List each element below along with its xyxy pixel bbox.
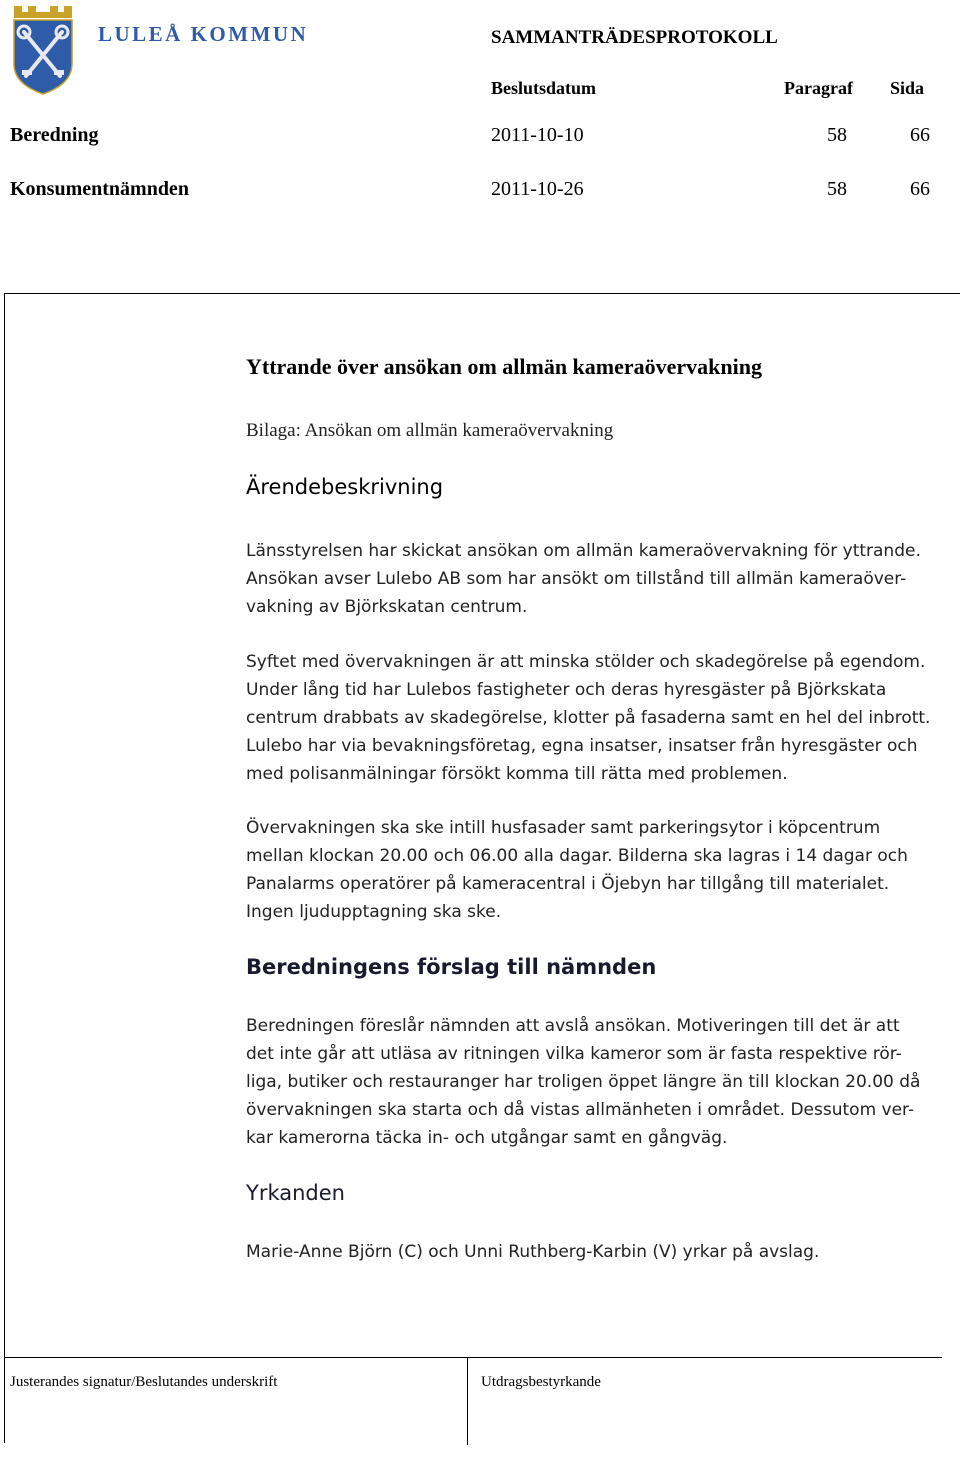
heading-proposal: Beredningens förslag till nämnden bbox=[246, 955, 657, 979]
heading-claims: Yrkanden bbox=[246, 1181, 345, 1205]
row-paragraph-beredning: 58 bbox=[827, 124, 847, 146]
paragraph-line: med polisanmälningar försökt komma till rätta med problemen. bbox=[246, 764, 788, 784]
row-label-konsumentnamnden: Konsumentnämnden bbox=[10, 178, 189, 200]
column-header-page: Sida bbox=[890, 78, 925, 98]
paragraph-line: Ingen ljudupptagning ska ske. bbox=[246, 902, 502, 922]
paragraph-3 bbox=[246, 814, 946, 926]
paragraph-5 bbox=[246, 1238, 946, 1266]
extract-certification-label: Utdragsbestyrkande bbox=[481, 1374, 601, 1390]
paragraph-1 bbox=[246, 537, 946, 621]
paragraph-line: Länsstyrelsen har skickat ansökan om allmän kameraövervakning för yttrande. bbox=[246, 541, 921, 561]
paragraph-line: Lulebo har via bevakningsföretag, egna insatser, insatser från hyresgäster och bbox=[246, 736, 918, 756]
paragraph-line: övervakningen ska starta och då vistas allmänheten i området. Dessutom ver- bbox=[246, 1100, 915, 1120]
paragraph-line: kar kamerorna täcka in- och utgångar samt en gångväg. bbox=[246, 1128, 728, 1148]
paragraph-line: det inte går att utläsa av ritningen vilka kameror som är fasta respektive rör- bbox=[246, 1044, 902, 1064]
signature-label: Justerandes signatur/Beslutandes underskrift bbox=[10, 1374, 278, 1390]
paragraph-line: Övervakningen ska ske intill husfasader samt parkeringsytor i köpcentrum bbox=[246, 818, 881, 838]
row-date-beredning: 2011-10-10 bbox=[491, 124, 584, 146]
row-paragraph-konsumentnamnden: 58 bbox=[827, 178, 847, 200]
footer-divider bbox=[467, 1357, 468, 1445]
paragraph-line: Ansökan avser Lulebo AB som har ansökt om tillstånd till allmän kameraöver- bbox=[246, 569, 907, 589]
paragraph-line: Under lång tid har Lulebos fastigheter och deras hyresgäster på Björkskata bbox=[246, 680, 887, 700]
column-header-date: Beslutsdatum bbox=[491, 78, 597, 98]
column-header-paragraph: Paragraf bbox=[784, 78, 853, 98]
paragraph-line: vakning av Björkskatan centrum. bbox=[246, 597, 528, 617]
paragraph-line: liga, butiker och restauranger har troligen öppet längre än till klockan 20.00 då bbox=[246, 1072, 921, 1092]
content-frame-left-border bbox=[4, 293, 5, 1443]
organization-name: LULEÅ KOMMUN bbox=[98, 22, 309, 46]
paragraph-2 bbox=[246, 648, 946, 788]
content-frame-bottom-border bbox=[4, 1357, 942, 1358]
row-page-beredning: 66 bbox=[910, 124, 930, 146]
coat-of-arms-icon bbox=[10, 4, 76, 96]
content-frame-top-border bbox=[4, 293, 960, 294]
row-date-konsumentnamnden: 2011-10-26 bbox=[491, 178, 584, 200]
paragraph-4 bbox=[246, 1012, 946, 1152]
paragraph-line: Marie-Anne Björn (C) och Unni Ruthberg-Karbin (V) yrkar på avslag. bbox=[246, 1242, 820, 1262]
heading-description: Ärendebeskrivning bbox=[246, 475, 444, 499]
row-label-beredning: Beredning bbox=[10, 124, 99, 146]
paragraph-line: mellan klockan 20.00 och 06.00 alla dagar. Bilderna ska lagras i 14 dagar och bbox=[246, 846, 908, 866]
paragraph-line: centrum drabbats av skadegörelse, klotter på fasaderna samt en hel del inbrott. bbox=[246, 708, 931, 728]
row-page-konsumentnamnden: 66 bbox=[910, 178, 930, 200]
document-type: SAMMANTRÄDESPROTOKOLL bbox=[491, 27, 778, 48]
paragraph-line: Panalarms operatörer på kameracentral i Öjebyn har tillgång till materialet. bbox=[246, 874, 890, 894]
paragraph-line: Syftet med övervakningen är att minska stölder och skadegörelse på egendom. bbox=[246, 652, 926, 672]
paragraph-line: Beredningen föreslår nämnden att avslå ansökan. Motiveringen till det är att bbox=[246, 1016, 900, 1036]
page-title: Yttrande över ansökan om allmän kameraövervakning bbox=[246, 354, 762, 379]
attachment-line: Bilaga: Ansökan om allmän kameraövervakning bbox=[246, 420, 614, 441]
